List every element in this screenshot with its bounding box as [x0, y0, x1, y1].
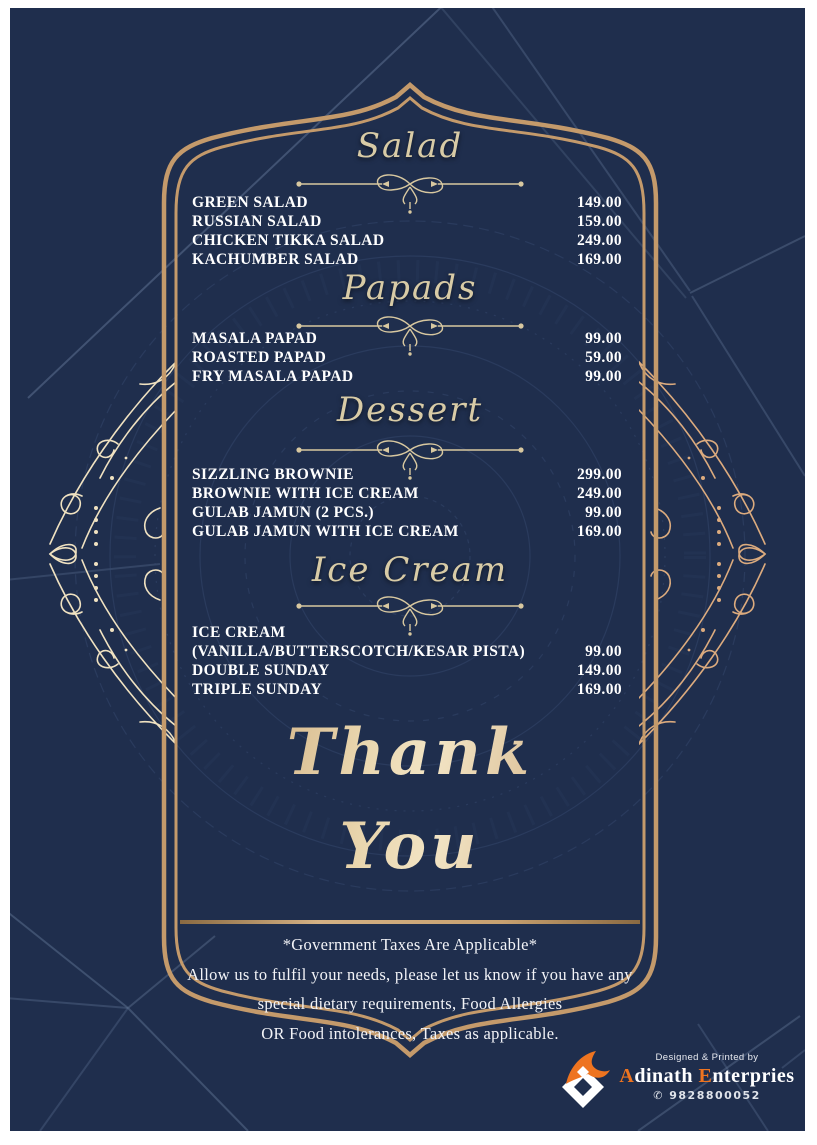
menu-item	[192, 232, 622, 251]
menu-item	[192, 213, 622, 232]
menu-item-price: 249.00	[576, 485, 622, 502]
brand-name	[612, 1065, 802, 1088]
adinath-logo-icon	[556, 1050, 610, 1114]
menu-items-papads	[192, 330, 622, 387]
section-title-salad: Salad	[356, 126, 464, 166]
phone-icon: ✆	[653, 1089, 664, 1102]
section-title-papads: Papads	[342, 268, 478, 308]
section-title-dessert: Dessert	[336, 390, 484, 430]
menu-item	[192, 643, 622, 662]
brand-phone	[612, 1089, 802, 1102]
menu-item-price: 169.00	[576, 523, 622, 540]
footer-note	[176, 930, 644, 1048]
menu-item	[192, 330, 622, 349]
menu-item	[192, 662, 622, 681]
menu-item	[192, 466, 622, 485]
menu-item-price: 249.00	[576, 232, 622, 249]
brand-tagline: Designed & Printed by	[655, 1052, 759, 1063]
footer-line: Allow us to fulfil your needs, please let us know if you have any	[187, 964, 633, 984]
menu-item	[192, 681, 622, 700]
printer-brand	[550, 1048, 805, 1128]
menu-item-name: MASALA PAPAD	[192, 330, 318, 347]
menu-items-dessert	[192, 466, 622, 542]
menu-item-price: 149.00	[576, 194, 622, 211]
menu-item	[192, 368, 622, 387]
menu-item-name: BROWNIE WITH ICE CREAM	[192, 485, 419, 502]
menu-item-name: GULAB JAMUN WITH ICE CREAM	[192, 523, 459, 540]
menu-item-price: 99.00	[585, 504, 622, 521]
menu-item-price: 99.00	[585, 368, 622, 385]
menu-item-name: GULAB JAMUN (2 PCS.)	[192, 504, 374, 521]
phone-number: 9828800052	[669, 1089, 761, 1102]
brand-name-text: dinath	[634, 1065, 699, 1087]
menu-items-salad	[192, 194, 622, 270]
menu-item-name: CHICKEN TIKKA SALAD	[192, 232, 385, 249]
footer-line: *Government Taxes Are Applicable*	[282, 935, 538, 954]
menu-item-price: 169.00	[576, 681, 622, 698]
menu-item	[192, 194, 622, 213]
menu-item	[192, 624, 622, 643]
menu-item-price: 159.00	[576, 213, 622, 230]
menu-item-name: (VANILLA/BUTTERSCOTCH/KESAR PISTA)	[192, 643, 525, 660]
menu-item	[192, 349, 622, 368]
menu-item	[192, 523, 622, 542]
footer-divider	[180, 920, 640, 924]
menu-item-name: GREEN SALAD	[192, 194, 308, 211]
menu-item-price: 299.00	[576, 466, 622, 483]
menu-item-price: 149.00	[576, 662, 622, 679]
menu-item-price: 59.00	[585, 349, 622, 366]
brand-name-initial: E	[698, 1065, 713, 1087]
menu-item-name: ICE CREAM	[192, 624, 286, 641]
menu-item-price: 99.00	[585, 330, 622, 347]
menu-background	[10, 8, 805, 1131]
menu-items-ice-cream	[192, 624, 622, 700]
thank-you-message	[176, 706, 644, 894]
menu-item-name: FRY MASALA PAPAD	[192, 368, 354, 385]
menu-item-name: KACHUMBER SALAD	[192, 251, 359, 268]
menu-item-name: DOUBLE SUNDAY	[192, 662, 330, 679]
thank-you-word-2: You	[176, 800, 644, 894]
menu-item-price: 169.00	[576, 251, 622, 268]
menu-item-name: TRIPLE SUNDAY	[192, 681, 322, 698]
menu-item-name: ROASTED PAPAD	[192, 349, 327, 366]
section-title-ice-cream: Ice Cream	[311, 550, 509, 590]
brand-name-text: nterpries	[712, 1065, 795, 1087]
brand-name-initial: A	[619, 1065, 635, 1087]
footer-line: OR Food intolerances, Taxes as applicable.	[261, 1023, 559, 1043]
menu-item-price: 99.00	[585, 643, 622, 660]
thank-you-word-1: Thank	[176, 706, 644, 800]
footer-line: special dietary requirements, Food Allergies	[257, 994, 563, 1013]
menu-item	[192, 485, 622, 504]
menu-item-name: RUSSIAN SALAD	[192, 213, 322, 230]
menu-item-name: SIZZLING BROWNIE	[192, 466, 354, 483]
menu-item	[192, 504, 622, 523]
